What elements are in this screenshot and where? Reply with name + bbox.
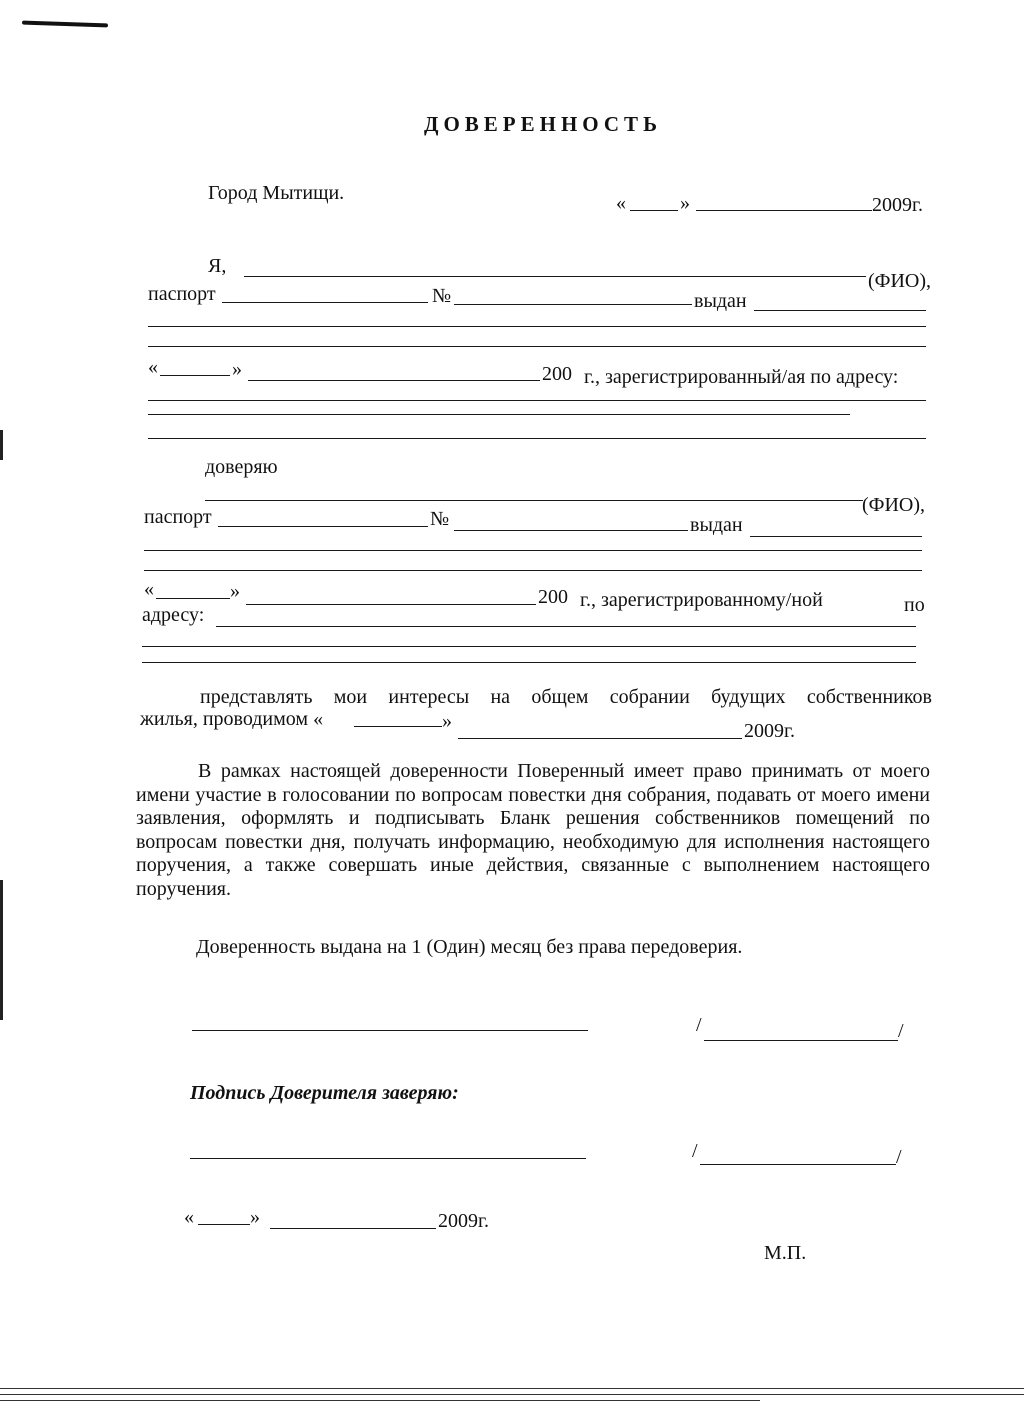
date-quote-close: »: [442, 710, 452, 732]
slash: /: [898, 1020, 904, 1042]
number-sign: №: [430, 508, 450, 530]
powers-paragraph: В рамках настоящей доверенности Поверенный имеет право принимать от моего имени участие в голосовании по вопросам повестки дня собрания, подавать от моего имени заявления, оформлять и подписывать Бланк решения собственников помещений по вопросам повестки дня, получать информацию, необходимую для исполнения настоящего поручения, а также совершать иные действия, связанные с выполнением настоящего поручения.: [136, 760, 930, 900]
scan-mark: [22, 21, 108, 28]
represent-year: 2009г.: [744, 720, 795, 742]
issued-label: выдан: [694, 290, 747, 312]
principal-signature-line[interactable]: [192, 1030, 588, 1031]
date-quote-open: «: [184, 1206, 194, 1228]
certifier-name-line[interactable]: [700, 1164, 896, 1165]
year-200: 200: [538, 586, 568, 608]
issued-label: выдан: [690, 514, 743, 536]
ya-label: Я,: [208, 255, 227, 277]
seal-place-label: М.П.: [764, 1242, 807, 1264]
address-label: адресу:: [142, 604, 205, 626]
slash: /: [896, 1146, 902, 1168]
number-sign: №: [432, 285, 452, 307]
represent-line-1: представлять мои интересы на общем собрании будущих собственников: [200, 686, 932, 708]
scan-edge-mark: [0, 430, 3, 460]
date-quote-open: «: [148, 356, 158, 378]
po-label: по: [904, 594, 925, 616]
registered-address-label: г., зарегистрированный/ая по адресу:: [584, 366, 899, 388]
scan-bottom-rule: [0, 1394, 1024, 1395]
year-200: 200: [542, 363, 572, 385]
date-quote-close: »: [680, 192, 690, 214]
represent-line-2: жилья, проводимом «: [140, 708, 324, 730]
scan-bottom-rule: [0, 1400, 760, 1401]
trust-label: доверяю: [205, 456, 278, 478]
validity-text: Доверенность выдана на 1 (Один) месяц без права передоверия.: [196, 936, 743, 958]
scan-bottom-rule: [0, 1388, 1024, 1389]
footer-year: 2009г.: [438, 1210, 489, 1232]
header-year: 2009г.: [872, 194, 923, 216]
fio-label: (ФИО),: [862, 494, 926, 516]
date-quote-close: »: [230, 580, 240, 602]
passport-label: паспорт: [148, 283, 216, 305]
certifier-signature-line[interactable]: [190, 1158, 586, 1159]
slash: /: [696, 1014, 702, 1036]
date-quote-open: «: [616, 192, 626, 214]
date-quote-open: «: [144, 578, 154, 600]
passport-label: паспорт: [144, 506, 212, 528]
slash: /: [692, 1140, 698, 1162]
date-quote-close: »: [232, 358, 242, 380]
city-label: Город Мытищи.: [208, 182, 345, 204]
certify-label: Подпись Доверителя заверяю:: [190, 1082, 459, 1104]
date-quote-close: »: [250, 1206, 260, 1228]
document-title: ДОВЕРЕННОСТЬ: [424, 112, 662, 136]
principal-name-line[interactable]: [704, 1040, 898, 1041]
scan-edge-mark: [0, 880, 3, 1020]
registered-label: г., зарегистрированному/ной: [580, 589, 823, 611]
fio-label: (ФИО),: [868, 270, 932, 292]
